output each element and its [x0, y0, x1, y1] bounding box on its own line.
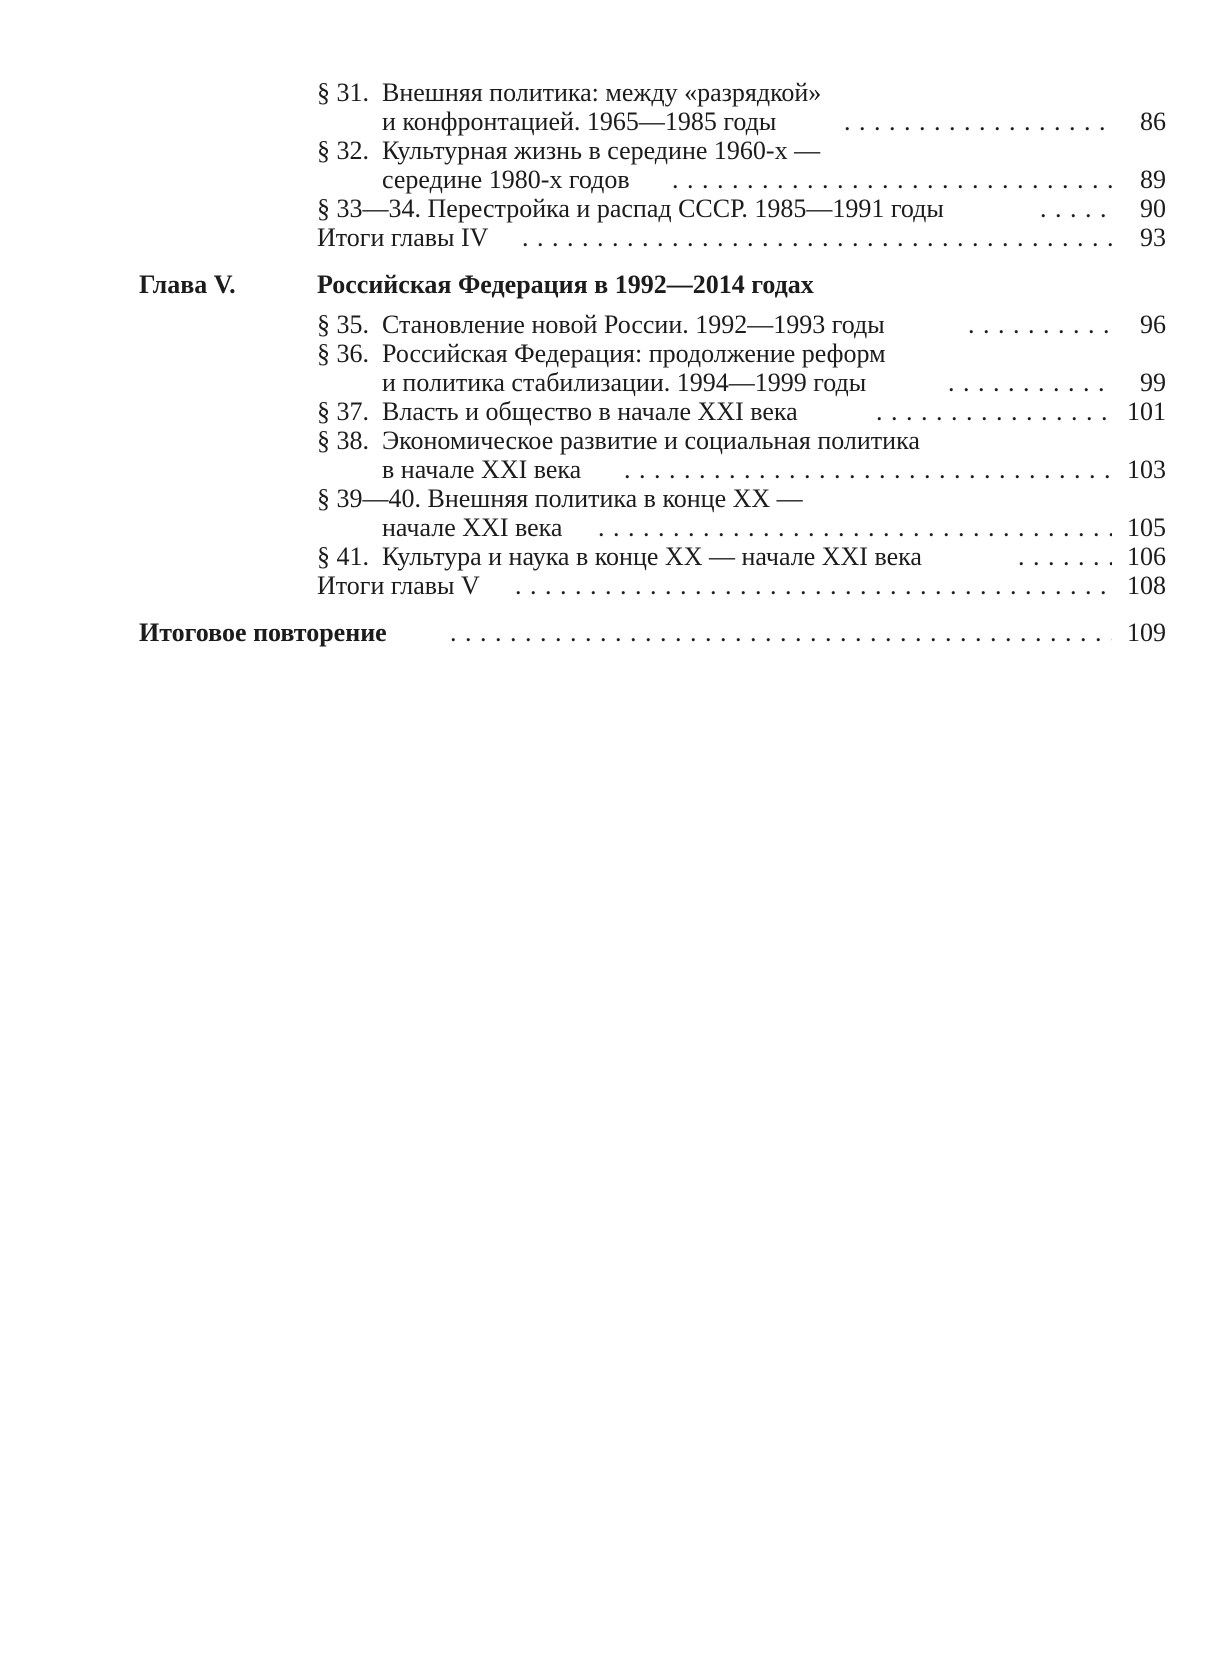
section-number: § 35.	[317, 310, 369, 339]
page-number: 86	[1140, 107, 1166, 136]
section-title-cont: середине 1980-х годов	[382, 165, 630, 194]
section-title: Внешняя политика: между «разрядкой»	[382, 78, 822, 107]
section-number: § 36.	[317, 339, 369, 368]
dot-leader	[515, 571, 1112, 600]
section-title: Культурная жизнь в середине 1960-х —	[382, 136, 821, 165]
section-number: § 32.	[317, 136, 369, 165]
dot-leader	[672, 165, 1112, 194]
section-title: Культура и наука в конце XX — начале XXI века	[382, 542, 922, 571]
dot-leader	[844, 107, 1112, 136]
dot-leader	[968, 310, 1112, 339]
chapter-title: Российская Федерация в 1992—2014 годах	[317, 270, 814, 299]
dot-leader	[598, 513, 1112, 542]
dot-leader	[876, 397, 1112, 426]
toc-entry-36	[0, 339, 1227, 368]
toc-entry-41	[0, 542, 1227, 571]
toc-entry-final-review	[0, 618, 1227, 647]
toc-entry-31-cont	[0, 107, 1227, 136]
section-number: § 38.	[317, 426, 369, 455]
section-title: Власть и общество в начале XXI века	[382, 397, 798, 426]
section-number: § 41.	[317, 542, 369, 571]
toc-entry-38	[0, 426, 1227, 455]
toc-entry-31	[0, 78, 1227, 107]
toc-entry-39-40	[0, 484, 1227, 513]
section-title: Итоги главы IV	[317, 223, 489, 252]
page-number: 103	[1127, 455, 1166, 484]
section-number: § 37.	[317, 397, 369, 426]
dot-leader	[948, 368, 1112, 397]
dot-leader	[450, 618, 1112, 647]
toc-entry-38-cont	[0, 455, 1227, 484]
dot-leader	[624, 455, 1112, 484]
page-number: 93	[1140, 223, 1166, 252]
toc-entry-36-cont	[0, 368, 1227, 397]
toc-entry-35	[0, 310, 1227, 339]
section-title: Экономическое развитие и социальная политика	[382, 426, 920, 455]
page-number: 99	[1140, 368, 1166, 397]
section-title-cont: в начале XXI века	[382, 455, 582, 484]
section-title: § 33—34. Перестройка и распад СССР. 1985—1991 годы	[317, 194, 944, 223]
dot-leader	[522, 223, 1112, 252]
section-title-cont: начале XXI века	[382, 513, 563, 542]
page-number: 89	[1140, 165, 1166, 194]
page-number: 106	[1127, 542, 1166, 571]
page-number: 90	[1140, 194, 1166, 223]
toc-entry-summary-5	[0, 571, 1227, 600]
chapter-heading-5	[0, 270, 1227, 299]
page-number: 109	[1127, 618, 1166, 647]
toc-entry-summary-4	[0, 223, 1227, 252]
section-title: Итоги главы V	[317, 571, 480, 600]
page-number: 101	[1127, 397, 1166, 426]
section-title-cont: и политика стабилизации. 1994—1999 годы	[382, 368, 867, 397]
toc-entry-32	[0, 136, 1227, 165]
section-title: Становление новой России. 1992—1993 годы	[382, 310, 885, 339]
chapter-label: Глава V.	[139, 270, 236, 299]
toc-entry-32-cont	[0, 165, 1227, 194]
toc-entry-39-40-cont	[0, 513, 1227, 542]
page-number: 108	[1127, 571, 1166, 600]
page-number: 96	[1140, 310, 1166, 339]
section-title: Итоговое повторение	[139, 618, 387, 647]
section-number: § 31.	[317, 78, 369, 107]
toc-entry-37	[0, 397, 1227, 426]
dot-leader	[1018, 542, 1112, 571]
section-title-cont: и конфронтацией. 1965—1985 годы	[382, 107, 777, 136]
page-number: 105	[1127, 513, 1166, 542]
section-title: Российская Федерация: продолжение реформ	[382, 339, 886, 368]
section-title: § 39—40. Внешняя политика в конце XX —	[317, 484, 803, 513]
toc-entry-33-34	[0, 194, 1227, 223]
dot-leader	[1040, 194, 1112, 223]
